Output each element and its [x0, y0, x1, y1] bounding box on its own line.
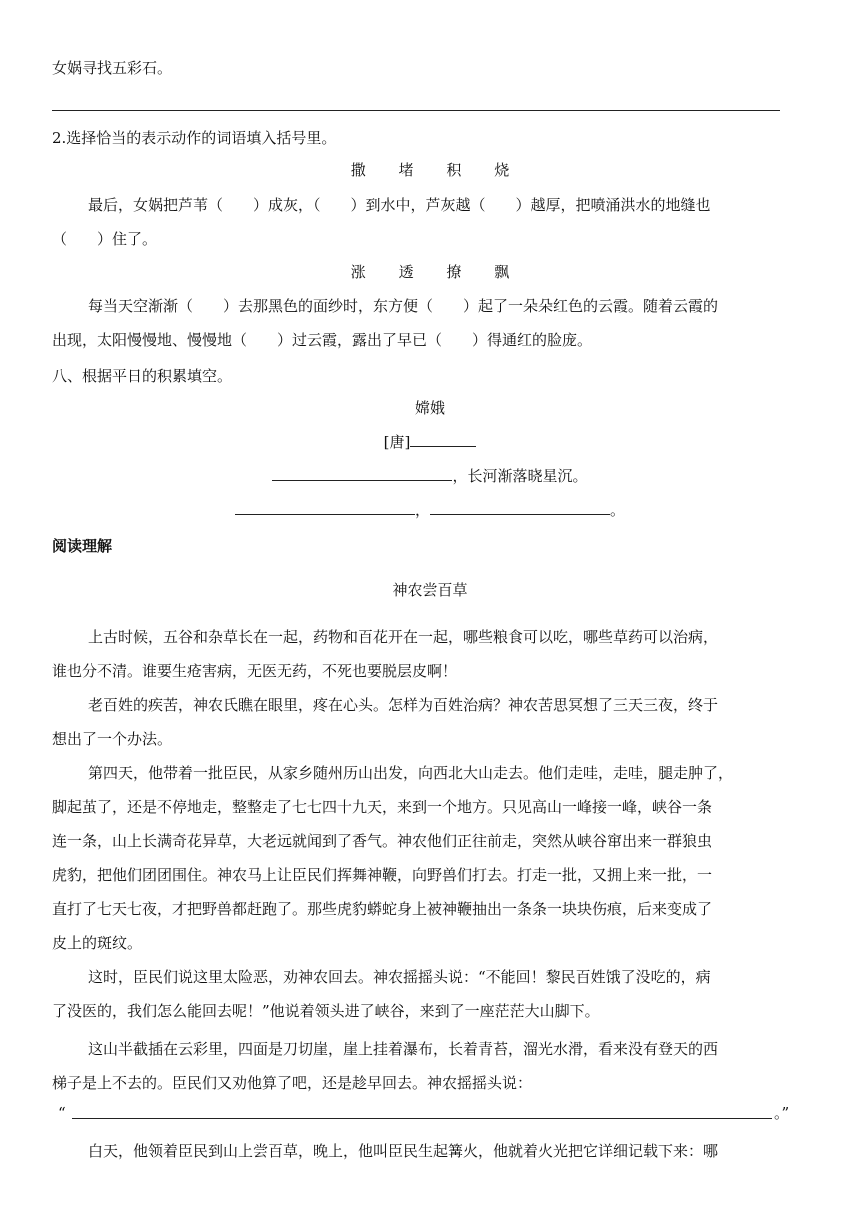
poem-title: 嫦娥	[414, 399, 445, 417]
poem-line2-comma: ，	[414, 501, 430, 519]
p3-line6: 皮上的斑纹。	[52, 934, 143, 952]
p5-line1: 这山半截插在云彩里，四面是刀切崖，崖上挂着瀑布，长着青苔，溜光水滑，看来没有登天的西	[88, 1040, 719, 1058]
word-a-1: 撒	[350, 161, 366, 179]
word-a-2: 堵	[398, 161, 414, 179]
author-blank[interactable]	[410, 432, 476, 447]
answer-rule	[52, 110, 780, 111]
word-b-3: 撩	[446, 263, 462, 281]
poem-line1-text: ，长河渐落晓星沉。	[452, 467, 588, 485]
word-a-3: 积	[446, 161, 462, 179]
quote-close: 。”	[774, 1104, 790, 1122]
p1-line2: 谁也分不清。谁要生疮害病，无医无药，不死也要脱层皮啊！	[52, 662, 458, 680]
reading-heading: 阅读理解	[52, 537, 113, 555]
p2-line1: 老百姓的疾苦，神农氏瞧在眼里，疼在心头。怎样为百姓治病？神农苦思冥想了三天三夜，终于	[88, 696, 719, 714]
p6-line1: 白天，他领着臣民到山上尝百草，晚上，他叫臣民生起篝火，他就着火光把它详细记载下来：哪	[88, 1142, 719, 1160]
p3-line3: 连一条，山上长满奇花异草，大老远就闻到了香气。神农他们正往前走，突然从峡谷窜出来一群狼虫	[52, 832, 713, 850]
p3-line2: 脚起茧了，还是不停地走，整整走了七七四十九天，来到一个地方。只见高山一峰接一峰，峡谷一条	[52, 798, 713, 816]
quote-open: “	[58, 1104, 66, 1122]
poem-blank-3[interactable]	[430, 500, 610, 515]
poem-line2	[0, 500, 860, 520]
poem-dynasty: [唐]	[383, 433, 411, 451]
p4-line1: 这时，臣民们说这里太险恶，劝神农回去。神农摇摇头说：“不能回！黎民百姓饿了没吃的，病	[88, 968, 711, 986]
poem-blank-2[interactable]	[235, 500, 415, 515]
sentence-b-line1: 每当天空渐渐（ ）去那黑色的面纱时，东方便（ ）起了一朵朵红色的云霞。随着云霞的	[88, 297, 719, 315]
word-bank-a	[0, 160, 860, 180]
sentence-a-line1: 最后，女娲把芦苇（ ）成灰，（ ）到水中，芦灰越（ ）越厚，把喷涌洪水的地缝也	[88, 196, 711, 214]
section8-title: 八、根据平日的积累填空。	[52, 367, 233, 385]
poem-blank-1[interactable]	[272, 466, 452, 481]
story-title: 神农尝百草	[392, 581, 468, 599]
word-b-4: 飘	[494, 263, 510, 281]
p2-line2: 想出了一个办法。	[52, 730, 173, 748]
p5-line2: 梯子是上不去的。臣民们又劝他算了吧，还是趁早回去。神农摇摇头说：	[52, 1074, 533, 1092]
p3-line1: 第四天，他带着一批臣民，从家乡随州历山出发，向西北大山走去。他们走哇，走哇，腿走肿了，	[88, 764, 734, 782]
p1-line1: 上古时候，五谷和杂草长在一起，药物和百花开在一起，哪些粮食可以吃，哪些草药可以治病，	[88, 628, 719, 646]
word-bank-b	[0, 262, 860, 282]
word-a-4: 烧	[494, 161, 510, 179]
carry-line: 女娲寻找五彩石。	[52, 59, 173, 77]
q2-title: 2.选择恰当的表示动作的词语填入括号里。	[52, 129, 337, 147]
word-b-1: 涨	[350, 263, 366, 281]
poem-line2-end: 。	[610, 501, 626, 519]
poem-author-line	[0, 432, 860, 452]
poem-line1	[0, 466, 860, 486]
word-b-2: 透	[398, 263, 414, 281]
p4-line2: 了没医的，我们怎么能回去呢！”他说着领头进了峡谷，来到了一座茫茫大山脚下。	[52, 1002, 600, 1020]
sentence-a-line2: （ ）住了。	[52, 230, 158, 248]
p3-line5: 直打了七天七夜，才把野兽都赶跑了。那些虎豹蟒蛇身上被神鞭抽出一条条一块块伤痕，后来变成了	[52, 900, 713, 918]
p3-line4: 虎豹，把他们团团围住。神农马上让臣民们挥舞神鞭，向野兽们打去。打走一批，又拥上来一批，一	[52, 866, 713, 884]
quote-answer-line[interactable]	[72, 1118, 772, 1119]
sentence-b-line2: 出现，太阳慢慢地、慢慢地（ ）过云霞，露出了早已（ ）得通红的脸庞。	[52, 331, 593, 349]
